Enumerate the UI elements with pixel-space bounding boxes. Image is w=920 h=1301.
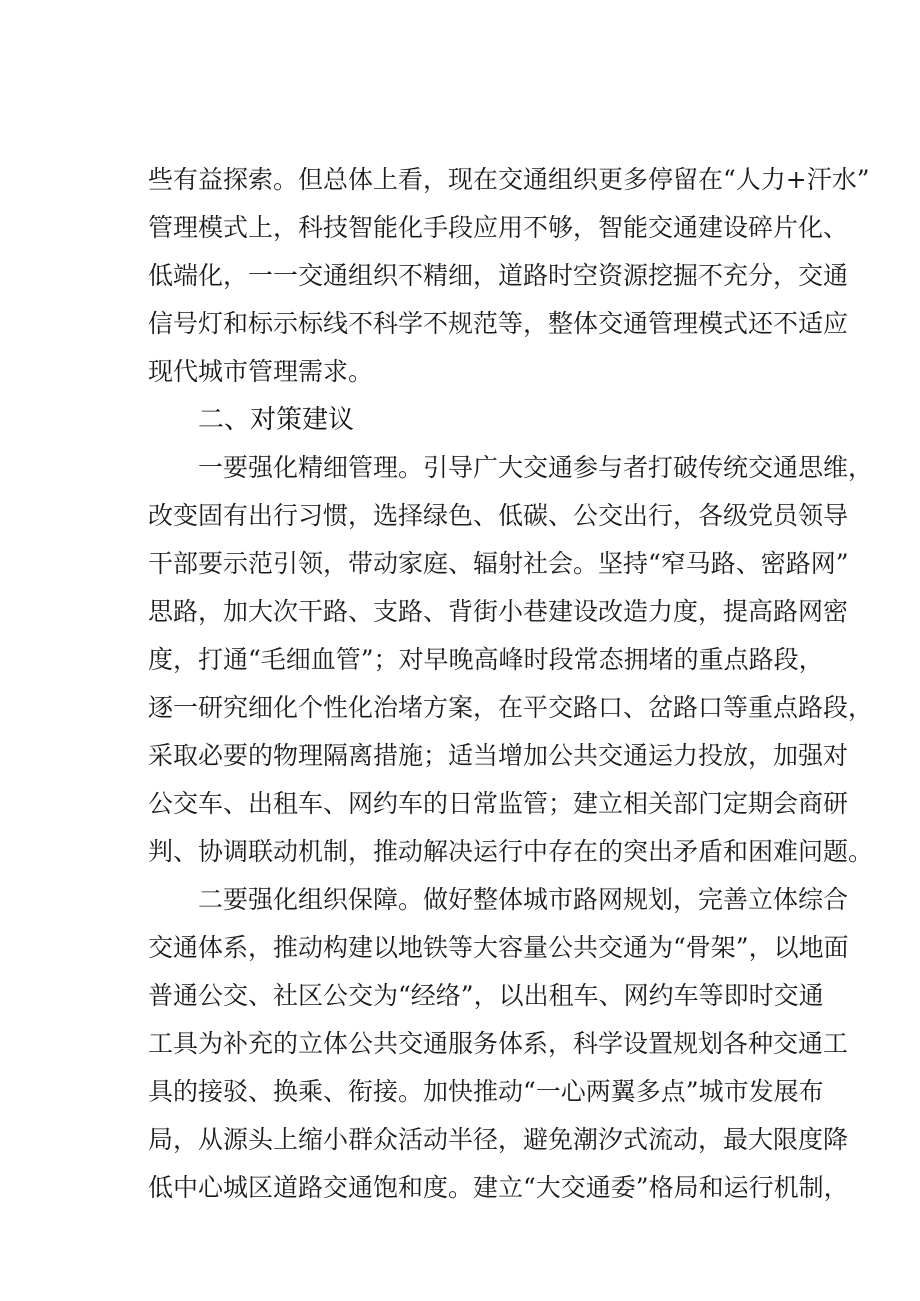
text-line: 现代城市管理需求。 (148, 357, 374, 386)
text-line: 判、协调联动机制，推动解决运行中存在的突出矛盾和困难问题。 (148, 837, 874, 866)
text-line: 逐一研究细化个性化治堵方案，在平交路口、岔路口等重点路段， (148, 693, 874, 722)
text-line: 局，从源头上缩小群众活动半径，避免潮汐式流动，最大限度降 (148, 1125, 849, 1154)
text-line: 管理模式上，科技智能化手段应用不够，智能交通建设碎片化、 (148, 213, 849, 242)
text-line: 一要强化精细管理。引导广大交通参与者打破传统交通思维， (198, 453, 874, 482)
text-line: 工具为补充的立体公共交通服务体系，科学设置规划各种交通工 (148, 1029, 849, 1058)
text-line: 信号灯和标示标线不科学不规范等，整体交通管理模式还不适应 (148, 309, 849, 338)
text-line: 交通体系，推动构建以地铁等大容量公共交通为“骨架”，以地面 (148, 933, 849, 962)
text-line: 改变固有出行习惯，选择绿色、低碳、公交出行，各级党员领导 (148, 501, 849, 530)
text-line: 公交车、出租车、网约车的日常监管；建立相关部门定期会商研 (148, 789, 849, 818)
text-line: 思路，加大次干路、支路、背街小巷建设改造力度，提高路网密 (148, 597, 849, 626)
section-heading: 二、对策建议 (198, 405, 355, 435)
text-line: 些有益探索。但总体上看，现在交通组织更多停留在“人力+汗水” (148, 165, 870, 194)
text-line: 度，打通“毛细血管”；对早晚高峰时段常态拥堵的重点路段， (148, 645, 824, 674)
text-line: 干部要示范引领，带动家庭、辐射社会。坚持“窄马路、密路网” (148, 549, 849, 578)
text-line: 二要强化组织保障。做好整体城市路网规划，完善立体综合 (198, 885, 849, 914)
text-line: 采取必要的物理隔离措施；适当增加公共交通运力投放，加强对 (148, 741, 849, 770)
text-line: 低端化，一一交通组织不精细，道路时空资源挖掘不充分，交通 (148, 261, 849, 290)
text-line: 普通公交、社区公交为“经络”，以出租车、网约车等即时交通 (148, 981, 824, 1010)
text-line: 低中心城区道路交通饱和度。建立“大交通委”格局和运行机制， (148, 1173, 849, 1202)
text-line: 具的接驳、换乘、衔接。加快推动“一心两翼多点”城市发展布 (148, 1077, 824, 1106)
